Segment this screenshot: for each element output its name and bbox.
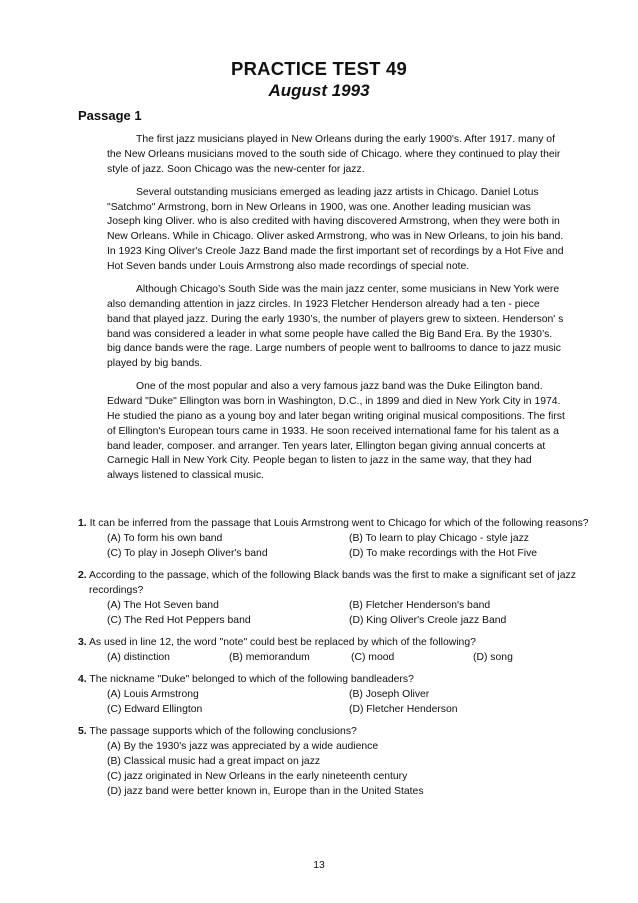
passage-paragraph: Although Chicago’s South Side was the main jazz center, some musicians in New York were also demanding attention in jazz circles. In 1923 Fletcher Henderson already had a ten - piece band that played jazz. During the early 1930’s, the number of players grew to sixteen. Henderson' s band was considered a leader in what some people have called the Big Band Era. By the 1930’s. big dance bands were the rage. Large numbers of people went to ballrooms to dance to jazz music played by big bands. xyxy=(107,284,564,370)
question-1 xyxy=(78,516,598,561)
page-number: 13 xyxy=(313,860,325,871)
answer-option-a[interactable]: (A) The Hot Seven band xyxy=(107,600,219,611)
question-text: As used in line 12, the word "note" could best be replaced by which of the following? xyxy=(89,637,476,648)
answer-option-a[interactable]: (A) Louis Armstrong xyxy=(107,689,199,700)
question-list xyxy=(78,516,598,806)
answer-option-d[interactable]: (D) jazz band were better known in, Europe than in the United States xyxy=(107,786,424,797)
question-text: The nickname "Duke" belonged to which of the following bandleaders? xyxy=(89,674,414,685)
answer-option-b[interactable]: (B) Classical music had a great impact on jazz xyxy=(107,756,321,767)
question-stem xyxy=(78,516,598,531)
answer-option-a[interactable]: (A) distinction xyxy=(107,652,170,663)
question-2 xyxy=(78,568,598,628)
passage-heading: Passage 1 xyxy=(78,108,142,123)
question-number: 5. xyxy=(78,726,87,737)
question-stem xyxy=(78,635,598,650)
passage-body xyxy=(107,133,565,493)
answer-option-b[interactable]: (B) Joseph Oliver xyxy=(349,689,430,700)
answer-option-c[interactable]: (C) The Red Hot Peppers band xyxy=(107,615,251,626)
page-subtitle: August 1993 xyxy=(268,81,370,100)
answer-option-d[interactable]: (D) To make recordings with the Hot Five xyxy=(349,548,538,559)
question-text: It can be inferred from the passage that Louis Armstrong went to Chicago for which of the following reasons? xyxy=(89,518,589,529)
answer-option-b[interactable]: (B) To learn to play Chicago - style jazz xyxy=(349,533,529,544)
answer-option-b[interactable]: (B) memorandum xyxy=(229,652,310,663)
answer-option-c[interactable]: (C) To play in Joseph Oliver's band xyxy=(107,548,268,559)
answer-option-d[interactable]: (D) Fletcher Henderson xyxy=(349,704,458,715)
answer-option-a[interactable]: (A) To form his own band xyxy=(107,533,223,544)
question-number: 1. xyxy=(78,518,87,529)
question-text: The passage supports which of the following conclusions? xyxy=(89,726,357,737)
question-text: According to the passage, which of the following Black bands was the first to make a significant set of jazz recordings? xyxy=(89,570,576,596)
answer-option-a[interactable]: (A) By the 1930's jazz was appreciated by a wide audience xyxy=(107,741,379,752)
question-number: 3. xyxy=(78,637,87,648)
page-title: PRACTICE TEST 49 xyxy=(231,58,407,79)
answer-options xyxy=(78,687,598,717)
answer-option-d[interactable]: (D) song xyxy=(473,652,513,663)
answer-option-c[interactable]: (C) mood xyxy=(351,652,395,663)
answer-options xyxy=(78,739,598,799)
answer-options xyxy=(78,531,598,561)
question-stem xyxy=(78,724,598,739)
answer-options xyxy=(78,598,598,628)
question-stem xyxy=(78,568,598,598)
question-3 xyxy=(78,635,598,665)
question-5 xyxy=(78,724,598,799)
passage-paragraph: One of the most popular and also a very famous jazz band was the Duke Eilington band. Edward "Duke" Ellington was born in Washington, D.C., in 1899 and died in New York City in 1974. He studied the piano as a young boy and later began writing original musical compositions. The first of Ellington's European tours came in 1933. He soon received international fame for his talent as a band leader, composer. and arranger. Ten years later, Ellington began giving annual concerts at Carnegic Hall in New York City. People began to listen to jazz in the same way, that they had always listened to classical music. xyxy=(107,381,565,482)
question-stem xyxy=(78,672,598,687)
passage-paragraph: Several outstanding musicians emerged as leading jazz artists in Chicago. Daniel Lotus "Satchmo" Armstrong, born in New Orleans in 1900, was one. Another leading musician was Joseph king Oliver. who is also credited with having discovered Armstrong, when they were both in New Orleans. While in Chicago. Oliver asked Armstrong, who was in New Orleans, to join his band. In 1923 King Oliver's Creole Jazz Band made the first important set of recordings by a Hot Five and Hot Seven bands under Louis Armstrong also made recordings of special note. xyxy=(107,186,564,272)
answer-options xyxy=(78,650,598,665)
question-number: 4. xyxy=(78,674,87,685)
question-number: 2. xyxy=(78,570,87,581)
question-4 xyxy=(78,672,598,717)
passage-paragraph: The first jazz musicians played in New Orleans during the early 1900's. After 1917. many of the New Orleans musicians moved to the south side of Chicago. where they continued to play their style of jazz. Soon Chicago was the new-center for jazz. xyxy=(107,134,561,175)
answer-option-d[interactable]: (D) King Oliver's Creole jazz Band xyxy=(349,615,507,626)
answer-option-c[interactable]: (C) Edward Ellington xyxy=(107,704,203,715)
answer-option-b[interactable]: (B) Fletcher Henderson's band xyxy=(349,600,491,611)
answer-option-c[interactable]: (C) jazz originated in New Orleans in the early nineteenth century xyxy=(107,771,408,782)
